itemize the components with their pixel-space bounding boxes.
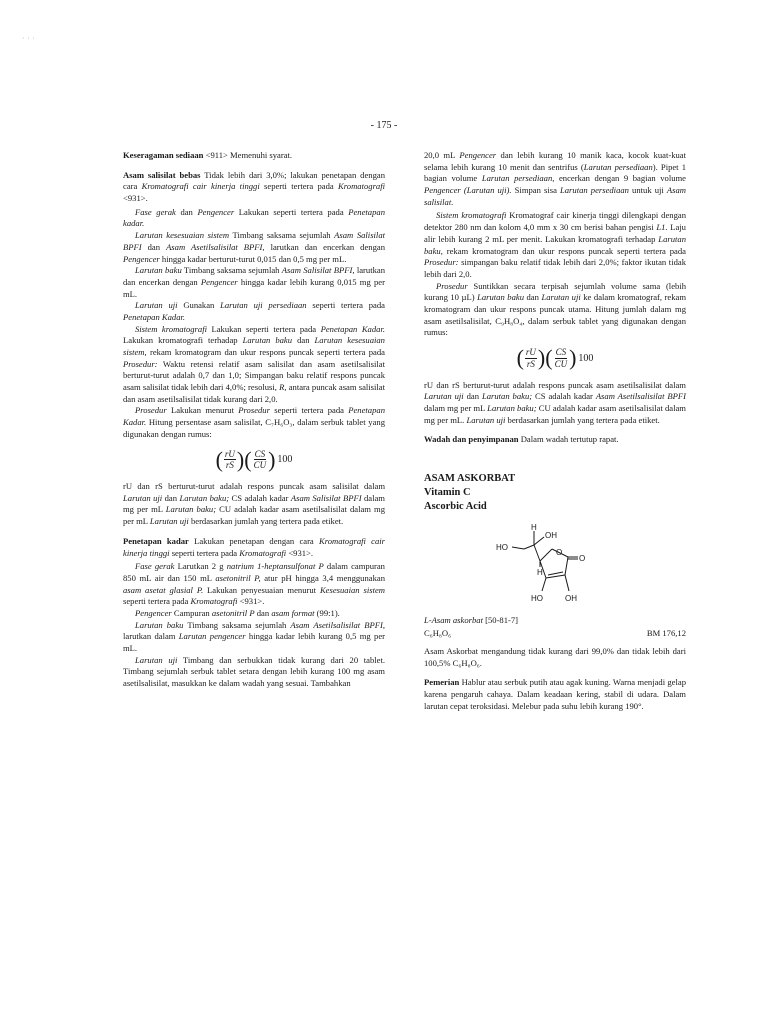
monograph-english-name: Ascorbic Acid: [424, 501, 487, 513]
paragraph-larutan-uji-2: Larutan uji Timbang dan serbukkan tidak kurang dari 20 tablet. Timbang sejumlah serbuk tablet setara dengan lebih kurang 100 mg asam asetilsalisilat, masukkan ke dalam wadah yang sesuai. Tambahkan: [123, 654, 385, 689]
formula-salicylic: ( $\frac{rU}{rS}$ ) ( $\frac{CS}{CU}$ ) 100: [215, 446, 293, 472]
left-column: [123, 150, 385, 690]
paragraph-larutan-uji: Larutan uji Gunakan Larutan uji persediaan seperti tertera pada Penetapan Kadar.: [123, 300, 385, 322]
atom-label-oh-bottom: OH: [565, 593, 577, 603]
scan-artifact: · · ·: [22, 34, 35, 43]
ascorbic-acid-structure-diagram: [490, 521, 620, 607]
formula-acetylsalicylic: ( $\frac{rU}{rS}$ ) ( $\frac{CS}{CU}$ ) 100: [516, 345, 594, 371]
monograph-title: ASAM ASKORBAT: [424, 473, 516, 485]
paragraph-sistem-kromatografi-2: Sistem kromatografi Kromatograf cair kinerja tinggi dilengkapi dengan detektor 280 nm dan kolom 4,0 mm x 30 cm berisi bahan pengisi L1. Laju alir lebih kurang 2 mL per menit. Lakukan kromatografi terhadap Larutan baku, rekam kromatogram dan ukur respons puncak seperti tertera pada Prosedur: simpangan baku relatif tidak lebih dari 2,0%; faktor ikutan tidak lebih dari 2,0.: [424, 210, 686, 279]
paragraph-larutan-baku: Larutan baku Timbang saksama sejumlah Asam Salisilat BPFI, larutkan dan encerkan dengan Pengencer hingga kadar lebih kurang 0,015 mg per mL.: [123, 265, 385, 299]
right-column: [424, 150, 686, 720]
chemical-structure: [424, 521, 686, 607]
paragraph-continuation: 20,0 mL Pengencer dan lebih kurang 10 manik kaca, kocok kuat-kuat selama lebih kurang 10 menit dan sentrifus (Larutan persediaan). Pipet 1 bagian volume Larutan persediaan, encerkan dengan 9 bagian volume Pengencer (Larutan uji). Simpan sisa Larutan persediaan untuk uji Asam salisilat.: [424, 150, 687, 207]
paragraph-fase-gerak-2: Fase gerak Larutkan 2 g natrium 1-heptansulfonat P dalam campuran 850 mL air dan 150 mL asetonitril P, atur pH hingga 3,4 menggunakan asam asetat glasial P. Lakukan penyesuaian menurut Kesesuaian sistem seperti tertera pada Kromatografi <931>.: [123, 561, 385, 607]
paragraph-larutan-kesesuaian: Larutan kesesuaian sistem Timbang saksama sejumlah Asam Salisilat BPFI dan Asam Asetilsalisilat BPFI, larutkan dan encerkan dengan Pengencer hingga kadar berturut-turut 0,015 dan 0,5 mg per mL.: [123, 230, 385, 264]
atom-label-h-top: H: [531, 522, 537, 532]
paragraph-pemerian: Pemerian Hablur atau serbuk putih atau agak kuning. Warna menjadi gelap karena pengaruh cahaya. Dalam keadaan kering, stabil di udara. Dalam larutan cepat teroksidasi. Melebur pada suhu lebih kurang 190°.: [424, 677, 686, 711]
paragraph-assay-requirement: Asam Askorbat mengandung tidak kurang dari 99,0% dan tidak lebih dari 100,5% C₆H₈O₆.: [424, 645, 686, 668]
paragraph-fase-gerak: Fase gerak dan Pengencer Lakukan seperti tertera pada Penetapan kadar.: [123, 206, 385, 229]
molecular-formula-row: [424, 628, 686, 640]
paragraph-sistem-kromatografi: Sistem kromatografi Lakukan seperti tertera pada Penetapan Kadar. Lakukan kromatografi terhadap Larutan baku dan Larutan kesesuaian sistem, rekam kromatogram dan ukur respons puncak seperti tertera pada Prosedur: Waktu retensi relatif asam salisilat dan asam asetilsalisilat berturut-turut adalah 0,7 dan 1,0; Simpangan baku relatif respons puncak asam salisilat tidak lebih dari 4,0%; resolusi, R, antara puncak asam salisilat dan asam asetilsalisilat tidak kurang dari 2,0.: [123, 323, 385, 404]
paragraph-asam-salisilat-bebas: Asam salisilat bebas Tidak lebih dari 3,0%; lakukan penetapan dengan cara Kromatografi cair kinerja tinggi seperti tertera pada Kromatografi <931>.: [123, 169, 386, 204]
monograph-heading: [424, 472, 686, 515]
paragraph-prosedur: Prosedur Lakukan menurut Prosedur seperti tertera pada Penetapan Kadar. Hitung persentase asam salisilat, C₇H₆O₃, dalam serbuk tablet yang digunakan dengan rumus:: [123, 405, 385, 439]
paragraph-wadah-penyimpanan: Wadah dan penyimpanan Dalam wadah tertutup rapat.: [424, 434, 619, 445]
paragraph-formula-legend-2: rU dan rS berturut-turut adalah respons puncak asam asetilsalisilat dalam Larutan uji dan Larutan baku; CS adalah kadar Asam Asetilsalisilat BPFI dalam mg per mL Larutan baku; CU adalah kadar asam asetilsalisilat dalam mg per mL. Larutan uji berdasarkan jumlah yang tertera pada etiket.: [424, 379, 686, 425]
atom-label-ho-left: HO: [496, 542, 508, 552]
paragraph-penetapan-kadar: Penetapan kadar Lakukan penetapan dengan cara Kromatografi cair kinerja tinggi seperti tertera pada Kromatografi <931>.: [123, 535, 385, 558]
molecular-formula: C₆H₈O₆: [424, 628, 452, 639]
paragraph-formula-legend: rU dan rS berturut-turut adalah respons puncak asam salisilat dalam Larutan uji dan Larutan baku; CS adalah kadar Asam Salisilat BPFI dalam mg per mL Larutan baku; CU adalah kadar asam asetilsalisilat dalam mg per mL Larutan uji berdasarkan jumlah yang tertera pada etiket.: [123, 481, 386, 527]
atom-label-oh-top: OH: [545, 530, 557, 540]
atom-label-o-ring: O: [556, 547, 563, 557]
atom-label-h-mid: H: [537, 567, 543, 577]
monograph-synonym: Vitamin C: [424, 487, 471, 499]
atom-label-o-carbonyl: O: [579, 553, 586, 563]
paragraph-pengencer: Pengencer Campuran asetonitril P dan asam format (99:1).: [135, 607, 340, 618]
paragraph-keseragaman-sediaan: Keseragaman sediaan <911> Memenuhi syarat.: [123, 150, 293, 160]
paragraph-larutan-baku-2: Larutan baku Timbang saksama sejumlah Asam Asetilsalisilat BPFI, larutkan dalam Larutan pengencer hingga kadar lebih kurang 0,5 mg per mL.: [123, 619, 385, 654]
cas-line: L-Asam askorbat [50-81-7]: [424, 614, 519, 625]
atom-label-ho-bottom: HO: [531, 593, 543, 603]
paragraph-prosedur-2: Prosedur Suntikkan secara terpisah sejumlah volume sama (lebih kurang 10 µL) Larutan baku dan Larutan uji ke dalam kromatograf, rekam kromatogram dan ukur respons puncak utama. Hitung jumlah dalam mg asam asetilsalisilat, C₉H₈O₄, dalam serbuk tablet yang digunakan dengan rumus:: [424, 280, 687, 338]
molecular-weight: BM 176,12: [646, 628, 686, 639]
page-number: - 175 -: [370, 120, 398, 131]
